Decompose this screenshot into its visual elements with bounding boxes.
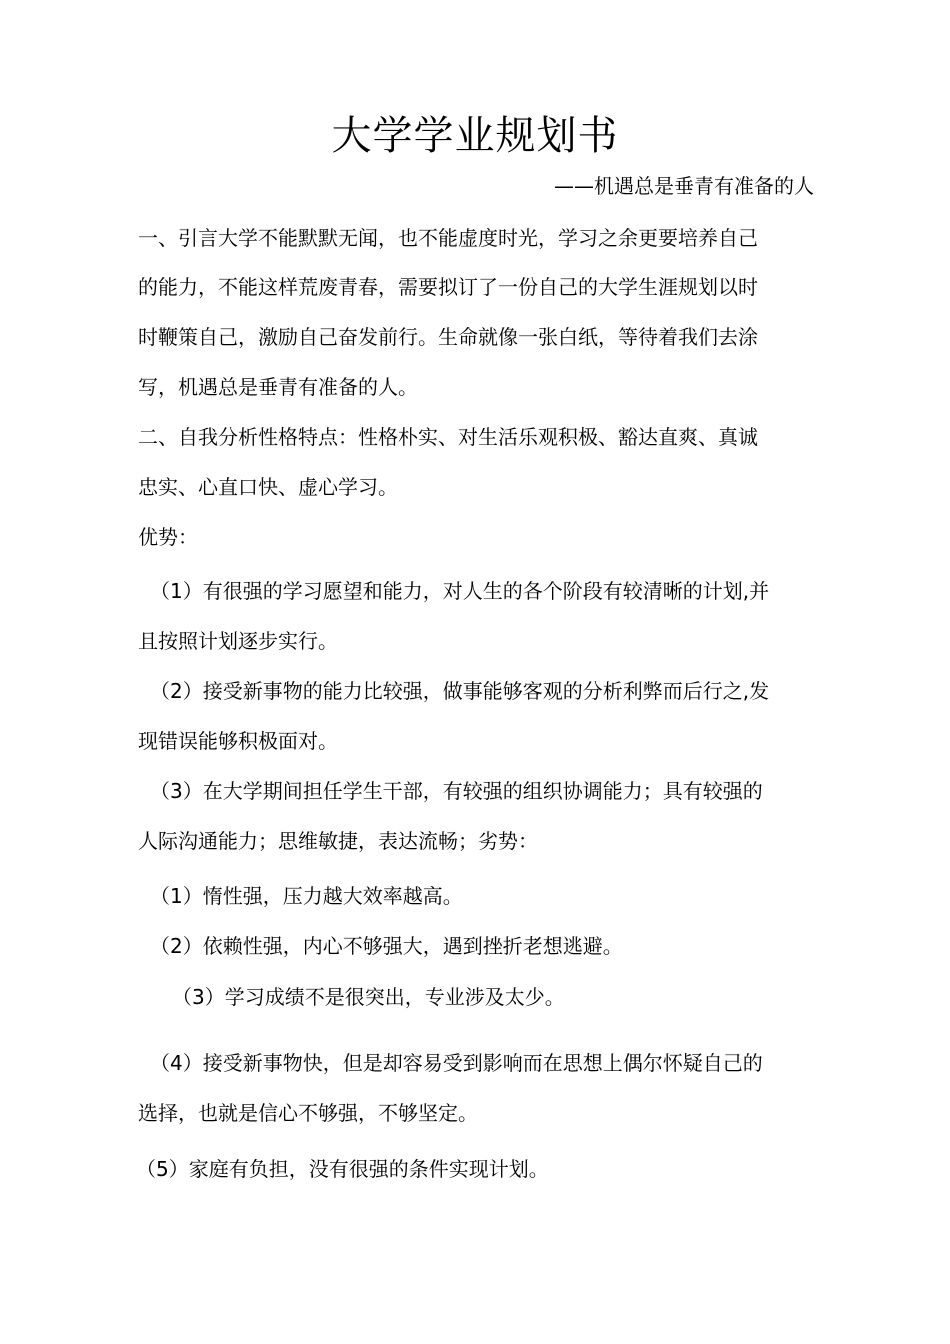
list-item: （2）依赖性强，内心不够强大，遇到挫折老想逃避。 [150, 934, 623, 958]
list-item: （3）学习成绩不是很突出，专业涉及太少。 [172, 985, 565, 1009]
list-item-continuation: 且按照计划逐步实行。 [138, 629, 338, 653]
paragraph-line: 一、引言大学不能默默无闻，也不能虚度时光，学习之余更要培养自己 [138, 226, 758, 250]
document-subtitle: ——机遇总是垂青有准备的人 [554, 174, 814, 198]
list-item: （4）接受新事物快，但是却容易受到影响而在思想上偶尔怀疑自己的 [150, 1051, 763, 1075]
list-item-continuation: 现错误能够积极面对。 [138, 729, 338, 753]
list-item: （2）接受新事物的能力比较强，做事能够客观的分析利弊而后行之,发 [150, 679, 770, 703]
paragraph-line: 忠实、心直口快、虚心学习。 [138, 475, 398, 499]
list-item-continuation: 选择，也就是信心不够强，不够坚定。 [138, 1101, 478, 1125]
paragraph-line: 二、自我分析性格特点：性格朴实、对生活乐观积极、豁达直爽、真诚 [138, 425, 758, 449]
paragraph-line: 时鞭策自己，激励自己奋发前行。生命就像一张白纸，等待着我们去涂 [138, 325, 758, 349]
list-item: （5）家庭有负担，没有很强的条件实现计划。 [136, 1157, 549, 1181]
list-item: （3）在大学期间担任学生干部，有较强的组织协调能力；具有较强的 [150, 779, 763, 803]
list-item-continuation: 人际沟通能力；思维敏捷，表达流畅；劣势： [138, 829, 538, 853]
document-title: 大学学业规划书 [331, 113, 619, 159]
section-heading: 优势： [138, 525, 198, 549]
paragraph-line: 写，机遇总是垂青有准备的人。 [138, 375, 418, 399]
list-item: （1）有很强的学习愿望和能力，对人生的各个阶段有较清晰的计划,并 [150, 579, 770, 603]
list-item: （1）惰性强，压力越大效率越高。 [150, 884, 463, 908]
paragraph-line: 的能力，不能这样荒废青春，需要拟订了一份自己的大学生涯规划以时 [138, 275, 758, 299]
